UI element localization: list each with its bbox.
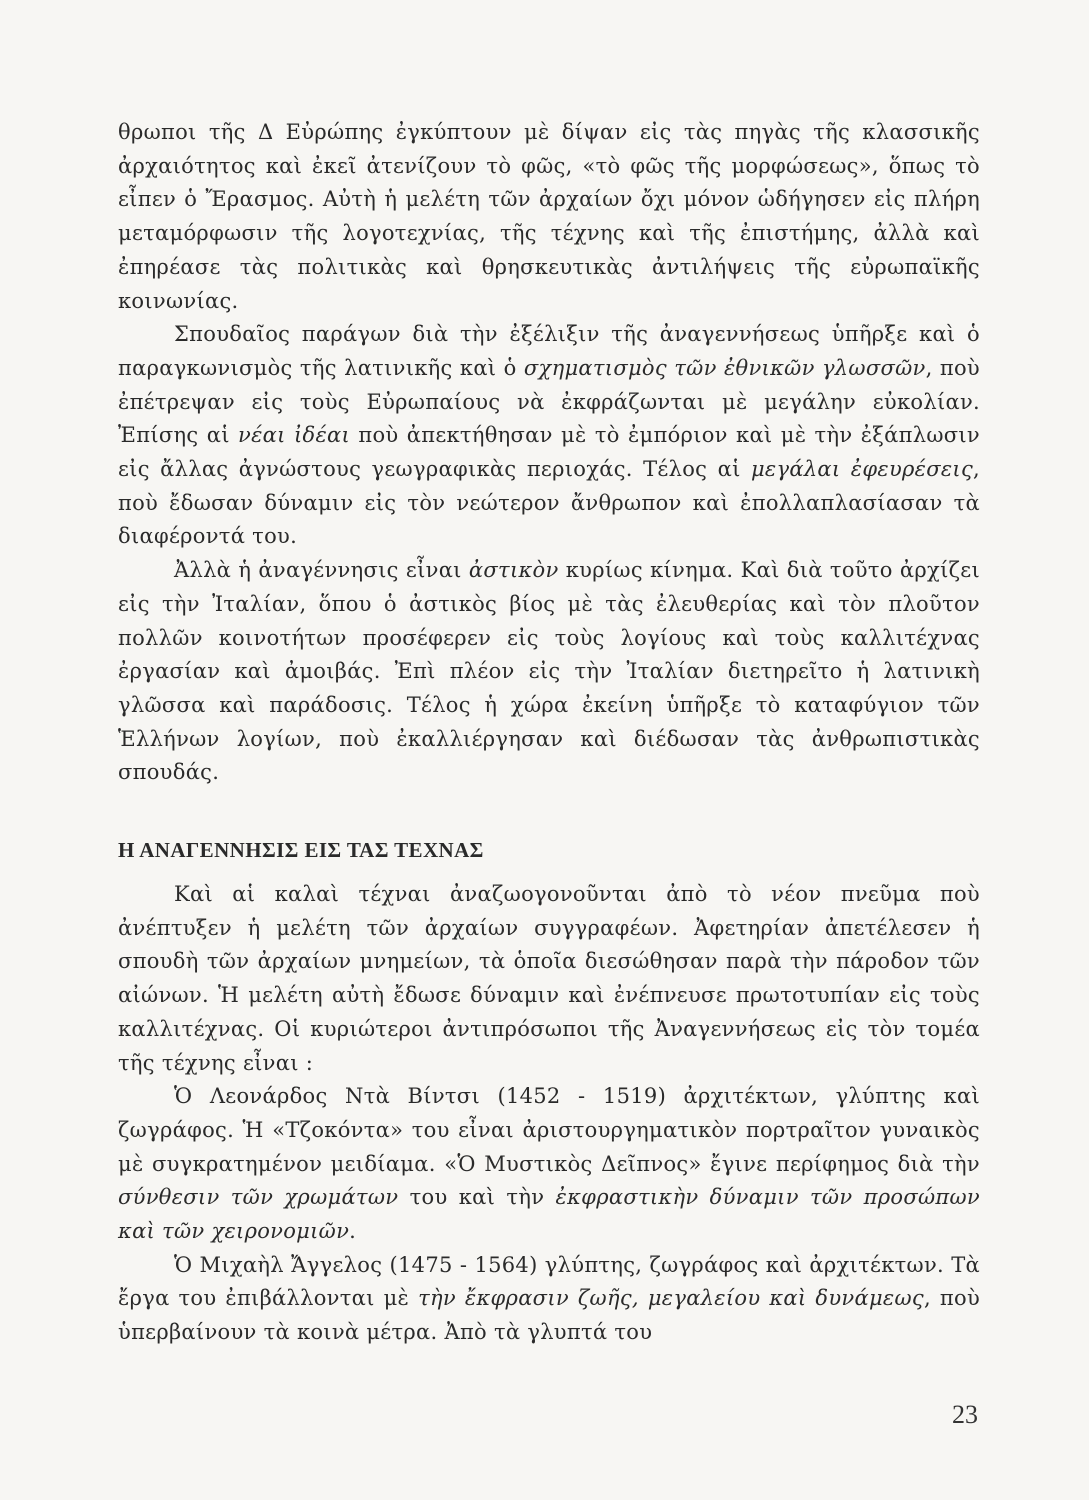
emphasis: ἀστικὸν (468, 558, 559, 583)
paragraph-renaissance-intro (118, 116, 980, 318)
paragraph-urban-movement (118, 554, 980, 790)
emphasis: τὴν ἔκφρασιν ζωῆς, μεγαλείου καὶ δυνάμεως (418, 1286, 924, 1311)
text-run: Ὁ Μιχαὴλ Ἄγγελος (1475 - 1564) γλύπτης, ζωγράφος καὶ ἀρχιτέκτων. Τὰ ἔργα του ἐπιβάλλονται μὲ (118, 1252, 980, 1311)
text-run: , ποὺ ἔδωσαν δύναμιν εἰς τὸν νεώτερον ἄνθρωπον καὶ ἐπολλαπλασίασαν τὰ διαφέροντά του. (118, 457, 981, 549)
text-run: του καὶ τὴν (398, 1185, 556, 1210)
text-run: κυρίως κίνημα. Καὶ διὰ τοῦτο ἀρχίζει εἰς τὴν Ἰταλίαν, ὅπου ὁ ἀστικὸς βίος μὲ τὰς ἐλευθερίας καὶ τὸν πλοῦτον πολλῶν κοινοτήτων προσέφερεν εἰς τοὺς λογίους καὶ τοὺς καλλιτέχνας ἐργασίαν καὶ ἀμοιβάς. Ἐπὶ πλέον εἰς τὴν Ἰταλίαν διετηρεῖτο ἡ λατινικὴ γλῶσσα καὶ παράδοσις. Τέλος ἡ χώρα ἐκείνη ὑπῆρξε τὸ καταφύγιον τῶν Ἑλλήνων λογίων, ποὺ ἐκαλλιέργησαν καὶ διέδωσαν τὰς ἀνθρωπιστικὰς σπουδάς. (118, 558, 980, 785)
section-heading: Η ΑΝΑΓΕΝΝΗΣΙΣ ΕΙΣ ΤΑΣ ΤΕΧΝΑΣ (118, 838, 484, 862)
arts-section (118, 878, 980, 1350)
paragraph-text: Καὶ αἱ καλαὶ τέχναι ἀναζωογονοῦνται ἀπὸ τὸ νέον πνεῦμα ποὺ ἀνέπτυξεν ἡ μελέτη τῶν ἀρχαίων συγγραφέων. Ἀφετηρίαν ἀπετέλεσεν ἡ σπουδὴ τῶν ἀρχαίων μνημείων, τὰ ὁποῖα διεσώθησαν παρὰ τὴν πάροδον τῶν αἰώνων. Ἡ μελέτη αὐτὴ ἔδωσε δύναμιν καὶ ἐνέπνευσε πρωτοτυπίαν εἰς τοὺς καλλιτέχνας. Οἱ κυριώτεροι ἀντιπρόσωποι τῆς Ἀναγεννήσεως εἰς τὸν τομέα τῆς τέχνης εἶναι : (118, 882, 980, 1075)
paragraph-factors (118, 318, 980, 554)
text-run: , ποὺ ἐπέτρεψαν εἰς τοὺς Εὐρωπαίους νὰ ἐκφράζωνται μὲ μεγάλην εὐκολίαν. Ἐπίσης αἱ (118, 355, 980, 448)
text-run: Ἀλλὰ ἡ ἀναγέννησις εἶναι (174, 558, 469, 583)
intro-section (118, 116, 980, 790)
emphasis: ἐκφραστικὴν δύναμιν τῶν προσώπων καὶ τῶν χειρονομιῶν (118, 1185, 980, 1244)
emphasis: μεγάλαι ἐφευρέσεις (750, 457, 974, 482)
text-run: , ποὺ ὑπερβαίνουν τὰ κοινὰ μέτρα. Ἀπὸ τὰ γλυπτά του (118, 1286, 981, 1345)
text-run: . (349, 1219, 357, 1244)
emphasis: σχηματισμὸς τῶν ἐθνικῶν γλωσσῶν (523, 355, 926, 380)
text-run: Σπουδαῖος παράγων διὰ τὴν ἐξέλιξιν τῆς ἀναγεννήσεως ὑπῆρξε καὶ ὁ παραγκωνισμὸς τῆς λατινικῆς καὶ ὁ (118, 322, 980, 380)
text-run: Ὁ Λεονάρδος Ντὰ Βίντσι (1452 - 1519) ἀρχιτέκτων, γλύπτης καὶ ζωγράφος. Ἡ «Τζοκόντα» του εἶναι ἀριστουργηματικὸν πορτραῖτον γυναικὸς μὲ συγκρατημένον μειδίαμα. «Ὁ Μυστικὸς Δεῖπνος» ἔγινε περίφημος διὰ τὴν (118, 1084, 980, 1176)
page-number: 23 (952, 1400, 978, 1429)
paragraph-leonardo (118, 1080, 980, 1249)
emphasis: σύνθεσιν τῶν χρωμάτων (118, 1185, 399, 1210)
paragraph-arts-intro (118, 878, 980, 1080)
emphasis: νέαι ἰδέαι (238, 423, 351, 448)
text-run: ποὺ ἀπεκτήθησαν μὲ τὸ ἐμπόριον καὶ μὲ τὴν ἐξάπλωσιν εἰς ἄλλας ἀγνώστους γεωγραφικὰς περιοχάς. Τέλος αἱ (118, 423, 981, 482)
paragraph-michelangelo (118, 1249, 980, 1350)
paragraph-text: θρωποι τῆς Δ Εὐρώπης ἐγκύπτουν μὲ δίψαν εἰς τὰς πηγὰς τῆς κλασσικῆς ἀρχαιότητος καὶ ἐκεῖ ἀτενίζουν τὸ φῶς, «τὸ φῶς τῆς μορφώσεως», ὅπως τὸ εἶπεν ὁ Ἔρασμος. Αὐτὴ ἡ μελέτη τῶν ἀρχαίων ὄχι μόνον ὡδήγησεν εἰς πλήρη μεταμόρφωσιν τῆς λογοτεχνίας, τῆς τέχνης καὶ τῆς ἐπιστήμης, ἀλλὰ καὶ ἐπηρέασε τὰς πολιτικὰς καὶ θρησκευτικὰς ἀντιλήψεις τῆς εὐρωπαϊκῆς κοινωνίας. (118, 120, 980, 313)
